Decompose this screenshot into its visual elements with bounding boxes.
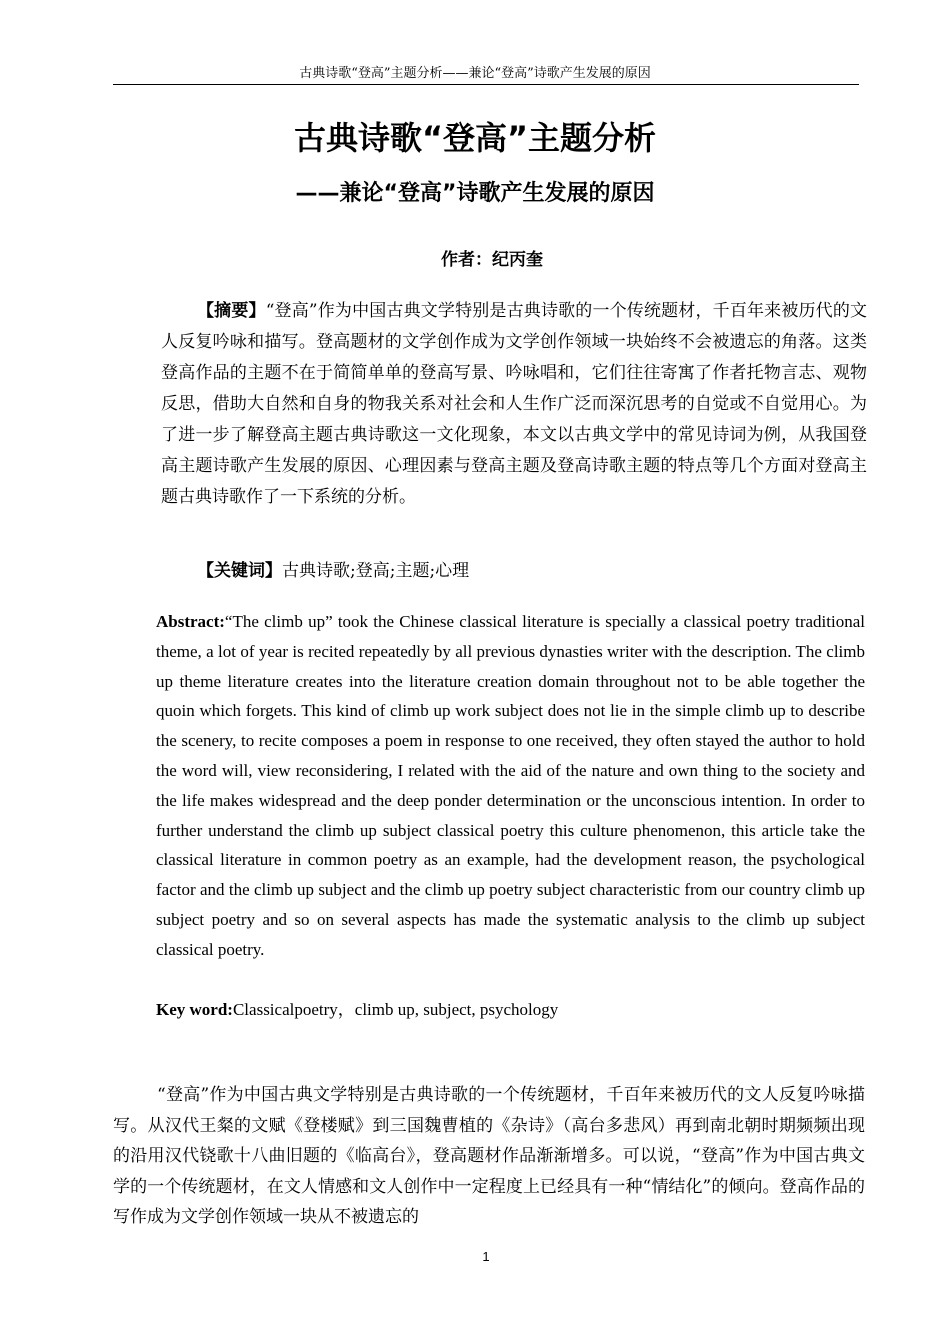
author-line: 作者：纪丙奎 — [441, 250, 543, 270]
header-divider — [113, 84, 859, 85]
english-abstract-label: Abstract: — [156, 612, 225, 631]
chinese-abstract-text: “登高”作为中国古典文学特别是古典诗歌的一个传统题材，千百年来被历代的文人反复吟咏和描写。登高题材的文学创作成为文学创作领域一块始终不会被遗忘的角落。这类登高作品的主题不在于简简单单的登高写景、吟咏唱和，它们往往寄寓了作者托物言志、观物反思，借助大自然和自身的物我关系对社会和人生作广泛而深沉思考的自觉或不自觉用心。为了进一步了解登高主题古典诗歌这一文化现象，本文以古典文学中的常见诗词为例，从我国登高主题诗歌产生发展的原因、心理因素与登高主题及登高诗歌主题的特点等几个方面对登高主题古典诗歌作了一下系统的分析。 — [161, 301, 867, 507]
chinese-keywords-label: 【关键词】 — [197, 561, 282, 581]
page-number: 1 — [482, 1249, 490, 1264]
running-header: 古典诗歌“登高”主题分析——兼论“登高”诗歌产生发展的原因 — [299, 66, 651, 81]
chinese-abstract-label: 【摘要】 — [197, 301, 266, 321]
english-abstract-text: “The climb up” took the Chinese classical literature is specially a classical poetry traditional theme, a lot of year is recited repeatedly by all previous dynasties writer with the description. The climb up theme literature creates into the literature creation domain throughout not to be able together the quoin which forgets. This kind of climb up work subject does not lie in the simple climb up to describe the scenery, to recite composes a poem in response to one received, they often stayed the author to hold the word will, view reconsidering, I related with the aid of the nature and own thing to the society and the life makes widespread and the deep ponder determination or the unconscious intention. In order to further understand the climb up subject classical poetry this culture phenomenon, this article take the classical literature in common poetry as an example, had the development reason, the psychological factor and the climb up subject and the climb up poetry subject characteristic from our country climb up subject poetry and so on several aspects has made the systematic analysis to the climb up subject classical poetry. — [156, 612, 865, 959]
english-keywords — [156, 995, 865, 1024]
chinese-abstract — [161, 296, 867, 513]
chinese-keywords — [197, 557, 857, 585]
english-keywords-text: Classicalpoetry，climb up, subject, psychology — [232, 1000, 559, 1019]
chinese-keywords-text: 古典诗歌;登高;主题;心理 — [282, 561, 470, 581]
english-keywords-label: Key word: — [156, 1000, 233, 1019]
english-abstract — [156, 607, 865, 965]
paper-subtitle: ——兼论“登高”诗歌产生发展的原因 — [295, 181, 655, 206]
body-paragraph: “登高”作为中国古典文学特别是古典诗歌的一个传统题材，千百年来被历代的文人反复吟咏描写。从汉代王粲的文赋《登楼赋》到三国魏曹植的《杂诗》（高台多悲风）再到南北朝时期频频出现的沿用汉代铙歌十八曲旧题的《临高台》，登高题材作品渐渐增多。可以说，“登高”作为中国古典文学的一个传统题材，在文人情感和文人创作中一定程度上已经具有一种“情结化”的倾向。登高作品的写作成为文学创作领域一块从不被遗忘的 — [113, 1085, 865, 1227]
paper-title: 古典诗歌“登高”主题分析 — [293, 119, 657, 157]
